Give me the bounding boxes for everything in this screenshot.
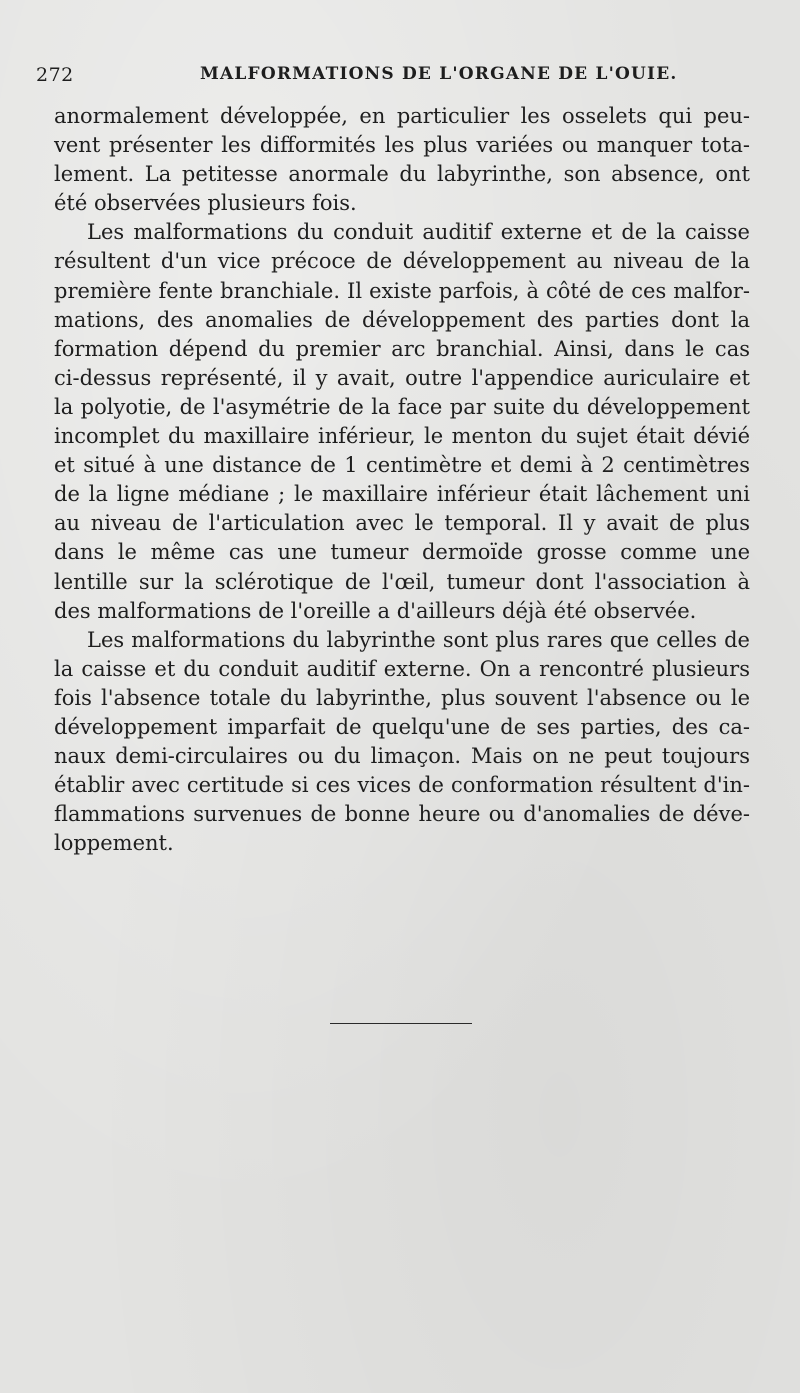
text-line: flammations survenues de bonne heure ou d'anomalies de déve- [54,802,750,827]
text-line: au niveau de l'articulation avec le temporal. Il y avait de plus [54,511,750,536]
text-line: anormalement développée, en particulier les osselets qui peu- [54,104,750,128]
text-line: naux demi-circulaires ou du limaçon. Mais on ne peut toujours [54,744,750,769]
text-line: dans le même cas une tumeur dermoïde grosse comme une [54,540,750,565]
text-line: ci-dessus représenté, il y avait, outre l'appendice auriculaire et [54,365,750,390]
text-line: et situé à une distance de 1 centimètre et demi à 2 centimètres [54,453,750,478]
text-line: Les malformations du labyrinthe sont plus rares que celles de [87,627,750,652]
text-line: été observées plusieurs fois. [54,191,357,216]
text-line: des malformations de l'oreille a d'ailleurs déjà été observée. [54,598,697,623]
text-line: la caisse et du conduit auditif externe. On a rencontré plusieurs [54,656,750,681]
page-header [36,64,756,92]
end-rule-divider [330,1023,472,1024]
running-title: MALFORMATIONS DE L'ORGANE DE L'OUIE. [200,64,678,84]
text-line: de la ligne médiane ; le maxillaire inférieur était lâchement uni [54,482,750,507]
text-line: la polyotie, de l'asymétrie de la face par suite du développement [54,394,750,419]
text-line: résultent d'un vice précoce de développement au niveau de la [54,249,750,274]
text-line: vent présenter les difformités les plus variées ou manquer tota- [54,133,750,158]
text-line: loppement. [54,831,174,856]
text-line: Les malformations du conduit auditif externe et de la caisse [87,220,750,245]
body-text [54,102,750,858]
text-line: incomplet du maxillaire inférieur, le menton du sujet était dévié [54,424,750,449]
text-line: mations, des anomalies de développement des parties dont la [54,307,750,332]
text-line: lement. La petitesse anormale du labyrinthe, son absence, ont [54,162,750,187]
text-line: première fente branchiale. Il existe parfois, à côté de ces malfor- [54,278,750,303]
text-line: fois l'absence totale du labyrinthe, plus souvent l'absence ou le [54,685,750,710]
text-line: établir avec certitude si ces vices de conformation résultent d'in- [54,773,750,798]
page-number: 272 [36,64,74,86]
text-line: développement imparfait de quelqu'une de ses parties, des ca- [54,714,750,739]
text-line: lentille sur la sclérotique de l'œil, tumeur dont l'association à [54,569,750,594]
text-line: formation dépend du premier arc branchial. Ainsi, dans le cas [54,336,750,361]
